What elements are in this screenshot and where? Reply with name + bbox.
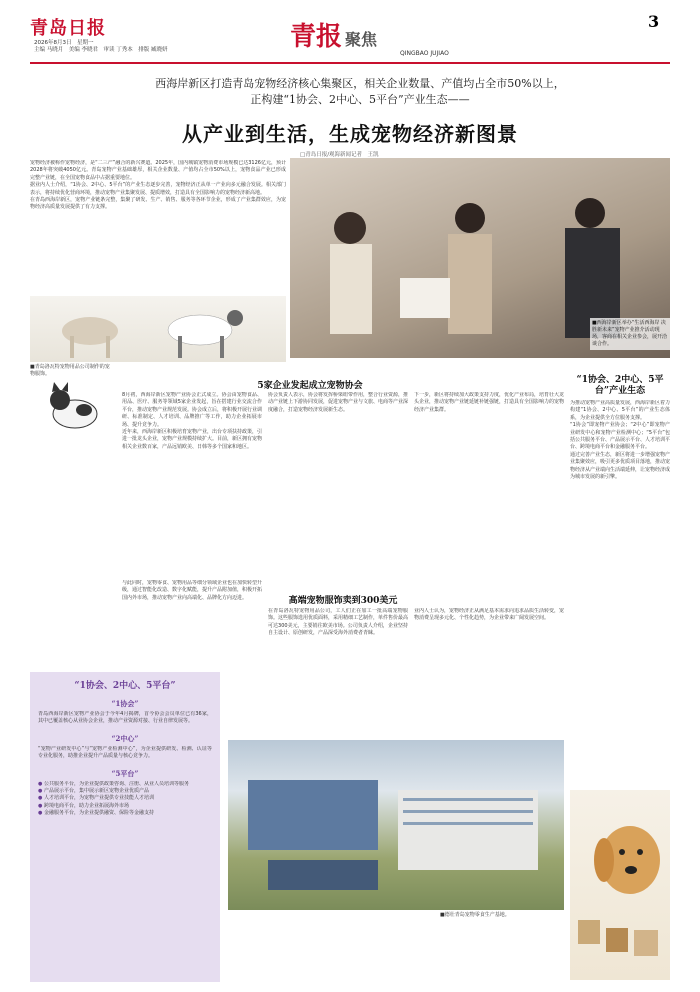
section-1-col-b xyxy=(268,392,408,572)
section-2-col-c xyxy=(414,608,564,736)
factory-caption: ■德壮青岛宠物零食生产基地。 xyxy=(440,912,510,918)
list-item: ● 金融服务平台，为企业提供融资、保险等金融支持 xyxy=(38,810,154,817)
sidebar-item2-head: “2中心” xyxy=(111,733,139,743)
editors-line: 主编 马晓月 美编 李晓君 审读 丁秀本 排版 臧晓妍 xyxy=(34,47,168,53)
s1-p4: 下一步，新区将持续加大政策支持力度，优化产业布局，培育壮大龙头企业，推动宠物产业链延链补链强链，打造具有全国影响力的宠物经济产业集群。 xyxy=(414,392,564,413)
date-line: 2026年8月3日 星期一 xyxy=(34,40,94,46)
sidebar-item3-head: “5平台” xyxy=(111,768,139,778)
dog-caption: ■青岛洛瓦特宠物用品公司制作的宠物服饰。 xyxy=(30,364,110,377)
section-1-col-c xyxy=(414,392,564,572)
main-photo-caption: ■西海岸新区举办“生活西海岸 决胜新未来”宠物产业推介活动现场，客商在相关企业参会，展开洽谈合作。 xyxy=(590,318,670,350)
cat-icon xyxy=(40,376,110,436)
dog-mannequin-icon xyxy=(30,296,286,362)
list-item: ● 公共服务平台，为企业提供政策咨询、注册、从业人员培训等服务 xyxy=(38,780,189,787)
sidebar-item3-list xyxy=(38,781,212,818)
section-3-title: “1协会、2中心、5平台”产业生态 xyxy=(576,375,664,396)
page-title: 从产业到生活，生成宠物经济新图景 xyxy=(182,122,518,146)
s2-p3: 业内人士认为，宠物经济正从满足基本需求向追求品质生活转变，宠物消费呈现多元化、个性化趋势，为企业带来广阔发展空间。 xyxy=(414,608,564,622)
lead-text xyxy=(30,160,286,292)
page-number: 3 xyxy=(648,12,660,31)
s2-p1: 与此同时，宠物零食、宠物用品等细分领域企业也在加快转型升级，通过智能化改造、数字化赋能，提升产品附加值，积极开拓国内外市场，推动宠物产业向高端化、品牌化方向迈进。 xyxy=(122,580,262,601)
s3-p2: “1协会”即宠物产业协会；“2中心”即宠物产业研发中心和宠物产业检测中心；“5平台”包括公共服务平台、产品展示平台、人才培训平台、跨境电商平台和金融服务平台。 xyxy=(570,422,670,451)
sidebar-title: “1协会、2中心、5平台” xyxy=(74,681,176,691)
section-3-col xyxy=(570,400,670,780)
s3-p3: 通过完善产业生态，新区将进一步增强宠物产业集聚效应，吸引更多优质项目落地，推动宠物经济从产业端向生活端延伸，让宠物经济成为城市发展的新引擎。 xyxy=(570,451,670,481)
masthead-meta xyxy=(34,40,168,54)
header-rule xyxy=(30,62,670,64)
section-2-col-b xyxy=(268,608,408,736)
list-item: ● 跨境电商平台，助力企业拓展海外市场 xyxy=(38,802,129,809)
s1-p2: 近年来，西海岸新区积极培育宠物产业，出台专项扶持政策，引进一批龙头企业，宠物产业规模持续扩大。目前，新区拥有宠物相关企业数百家，产品远销欧美、日韩等多个国家和地区。 xyxy=(122,429,262,450)
section-1-title: 5家企业发起成立宠物协会 xyxy=(257,381,363,391)
sidebar-box xyxy=(30,672,220,982)
s3-p1: 为推动宠物产业高质量发展，西海岸新区着力构建“1协会、2中心、5平台”的产业生态体系，为企业提供全方位服务支撑。 xyxy=(570,400,670,421)
lead-p1: 宠物经济被称作宠物经济，是“二三产”融合的新兴赛道。2025年，国内城镇宠物消费市场规模已达3126亿元，预计2028年将突破4050亿元。青岛宠物产业基础雄厚，相关企业数量、产值均占全市50%以上，宠物食品产业已形成完整产业链，在全国宠物食品中占据重要地位。 xyxy=(30,160,286,181)
dog-treats-photo xyxy=(570,790,670,980)
factory-icon xyxy=(228,740,564,910)
sidebar-item2-text: “宠物产业研发中心”与“宠物产业检测中心”，为企业提供研发、检测、认证等专业化服务，助推企业提升产品质量与核心竞争力。 xyxy=(38,745,212,760)
pet-clothing-photo xyxy=(30,296,286,362)
s2-p2: 在青岛洛瓦特宠物用品公司，工人们正在加工一批高端宠物服饰。这些服饰选用优质面料，采用精细工艺制作，单件售价最高可达300美元，主要销往欧美市场。公司负责人介绍，企业坚持自主设计、原创研发，产品深受海外消费者青睐。 xyxy=(268,608,408,637)
section-2-col-a xyxy=(122,580,262,672)
byline: □青岛日报/观海新闻记者 王凯 xyxy=(300,152,379,158)
section-1-col-a xyxy=(122,392,262,572)
s1-p1: 8月初，西海岸新区宠物产业协会正式成立。协会由宠物食品、用品、医疗、服务等领域5家企业发起，旨在搭建行业交流合作平台，推动宠物产业规范发展。协会成立后，将积极开展行业调研、标准制定、人才培训、品牌推广等工作，助力企业拓展市场、提升竞争力。 xyxy=(122,392,262,428)
list-item: ● 产品展示平台，集中展示新区宠物企业优质产品 xyxy=(38,788,149,795)
lead-p3: 在青岛西海岸新区，宠物产业链条完整，集聚了研发、生产、销售、服务等各环节企业，形成了产业集群效应，为宠物经济高质量发展提供了有力支撑。 xyxy=(30,197,286,211)
subhead-line-2: 正构建“1协会、2中心、5平台”产业生态—— xyxy=(250,93,470,106)
section-2-title: 高端宠物服饰卖到300美元 xyxy=(288,596,398,606)
newspaper-logo: 青岛日报 xyxy=(30,18,106,39)
list-item: ● 人才培训平台，为宠物产业提供专业技能人才培训 xyxy=(38,795,154,802)
sidebar-item1-text: 青岛西海岸新区宠物产业协会于今年4月揭牌，首今协会会员单位已有36家，其中已覆盖核心从业协会企业，推动产业资源对接、行业自律发展等。 xyxy=(38,711,212,725)
dog-icon xyxy=(570,790,670,980)
section-brand xyxy=(290,16,377,53)
factory-photo xyxy=(228,740,564,910)
s1-p3: 协会负责人表示，协会将发挥桥梁纽带作用，整合行业资源，推动产业链上下游协同发展，促进宠物产业与文旅、电商等产业深度融合，打造宠物经济发展新生态。 xyxy=(268,392,408,413)
section-label: 聚焦 xyxy=(345,30,378,49)
sidebar-item1-head: “1协会” xyxy=(111,699,139,708)
lead-p2: 据业内人士介绍，“1协会、2中心、5平台”的产业生态逐步完善，宠物经济正从单一产业向多元融合发展。相关部门表示，将持续优化营商环境，推动宠物产业集聚发展、提质增效，打造具有全国影响力的宠物经济新高地。 xyxy=(30,182,286,196)
cat-illustration xyxy=(40,376,110,436)
section-pinyin: QINGBAO JUJIAO xyxy=(400,50,449,57)
brand-text: 青报 xyxy=(290,22,343,52)
subhead-line-1: 西海岸新区打造青岛宠物经济核心集聚区，相关企业数量、产值均占全市50%以上， xyxy=(155,77,565,90)
